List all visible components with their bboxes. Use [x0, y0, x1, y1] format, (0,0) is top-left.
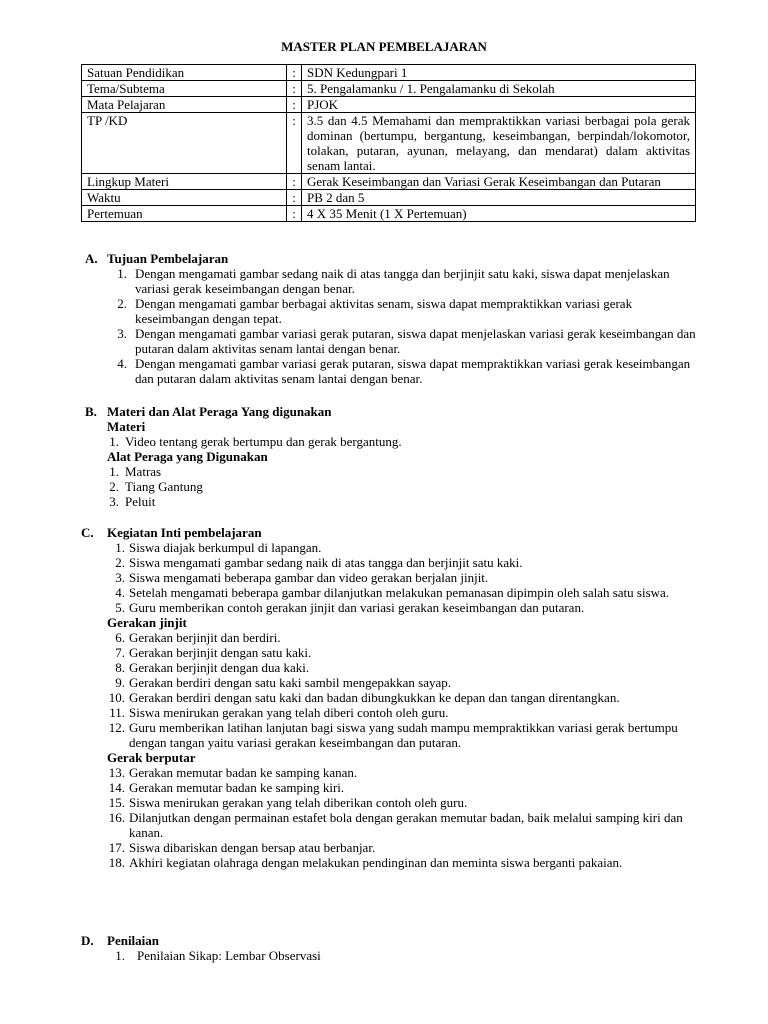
- penilaian-list: [81, 948, 693, 963]
- list-item-number: 15.: [108, 795, 125, 810]
- info-row: [82, 113, 696, 174]
- info-separator: :: [287, 190, 302, 206]
- list-item: [105, 540, 691, 555]
- list-item-number: 3.: [115, 570, 125, 585]
- list-item: [107, 296, 697, 326]
- section-c-heading: [81, 525, 691, 540]
- list-item: [107, 356, 697, 386]
- list-item: [105, 585, 691, 600]
- section-b-heading: [85, 404, 697, 419]
- section-tujuan-pembelajaran: [85, 251, 697, 386]
- info-value: PB 2 dan 5: [302, 190, 696, 206]
- list-item-number: 3.: [109, 494, 119, 509]
- info-value: Gerak Keseimbangan dan Variasi Gerak Keseimbangan dan Putaran: [302, 174, 696, 190]
- kegiatan-list-part-1: [81, 540, 691, 615]
- list-item-text: Gerakan berdiri dengan satu kaki sambil mengepakkan sayap.: [129, 675, 451, 690]
- info-row: [82, 206, 696, 222]
- list-item: [103, 479, 697, 494]
- list-item-number: 4.: [115, 585, 125, 600]
- section-kegiatan-inti: [81, 525, 691, 870]
- list-item: [111, 948, 693, 963]
- info-row: [82, 174, 696, 190]
- list-item: [105, 660, 691, 675]
- list-item: [105, 780, 691, 795]
- list-item-text: Video tentang gerak bertumpu dan gerak bergantung.: [125, 434, 402, 449]
- list-item-number: 8.: [115, 660, 125, 675]
- section-d-letter: D.: [81, 933, 94, 948]
- list-item: [105, 675, 691, 690]
- list-item-text: Siswa mengamati gambar sedang naik di atas tangga dan berjinjit satu kaki.: [129, 555, 523, 570]
- info-value: SDN Kedungpari 1: [302, 65, 696, 81]
- list-item-number: 1.: [109, 434, 119, 449]
- list-item: [103, 434, 697, 449]
- gerak-berputar-subheading: Gerak berputar: [107, 750, 196, 765]
- list-item-number: 6.: [115, 630, 125, 645]
- list-item-text: Guru memberikan latihan lanjutan bagi siswa yang sudah mampu mempraktikkan variasi gerak bertumpu dengan tangan yaitu variasi gerakan keseimbangan dan putaran.: [129, 720, 678, 750]
- section-d-title: Penilaian: [107, 933, 160, 948]
- list-item-text: Siswa menirukan gerakan yang telah diberi contoh oleh guru.: [129, 705, 449, 720]
- section-a-letter: A.: [85, 251, 98, 266]
- section-materi-alat-peraga: [85, 404, 697, 509]
- info-table: [81, 64, 696, 222]
- section-c-letter: C.: [81, 525, 94, 540]
- list-item-number: 7.: [115, 645, 125, 660]
- list-item-text: Tiang Gantung: [125, 479, 203, 494]
- list-item-number: 4.: [117, 356, 127, 371]
- list-item-number: 12.: [108, 720, 125, 735]
- list-item-number: 10.: [108, 690, 125, 705]
- kegiatan-list-part-2: [81, 630, 691, 750]
- list-item-number: 3.: [117, 326, 127, 341]
- list-item-number: 2.: [109, 479, 119, 494]
- list-item: [107, 326, 697, 356]
- list-item: [107, 266, 697, 296]
- list-item-text: Guru memberikan contoh gerakan jinjit dan variasi gerakan keseimbangan dan putaran.: [129, 600, 585, 615]
- materi-subheading: Materi: [107, 419, 146, 434]
- list-item: [105, 555, 691, 570]
- info-value: 5. Pengalamanku / 1. Pengalamanku di Sekolah: [302, 81, 696, 97]
- tujuan-list: [85, 266, 697, 386]
- list-item: [105, 810, 691, 840]
- list-item-text: Setelah mengamati beberapa gambar dilanjutkan melakukan pemanasan dipimpin oleh salah satu siswa.: [129, 585, 670, 600]
- info-label: Mata Pelajaran: [82, 97, 287, 113]
- list-item-number: 11.: [109, 705, 125, 720]
- info-row: [82, 65, 696, 81]
- page-title: MASTER PLAN PEMBELAJARAN: [281, 39, 487, 54]
- list-item-text: Akhiri kegiatan olahraga dengan melakukan pendinginan dan meminta siswa berganti pakaian.: [129, 855, 623, 870]
- list-item: [105, 795, 691, 810]
- materi-list: [85, 434, 697, 449]
- info-separator: :: [287, 81, 302, 97]
- list-item: [105, 645, 691, 660]
- list-item-text: Gerakan berjinjit dengan dua kaki.: [129, 660, 310, 675]
- list-item: [105, 705, 691, 720]
- alat-peraga-list: [85, 464, 697, 509]
- info-value: 3.5 dan 4.5 Memahami dan mempraktikkan variasi berbagai pola gerak dominan (bertumpu, bergantung, keseimbangan, berpindah/lokomotor, tolakan, putaran, ayunan, melayang, dan mendarat) dalam aktivitas senam lantai.: [302, 113, 696, 174]
- gerakan-jinjit-subheading: Gerakan jinjit: [107, 615, 187, 630]
- list-item-text: Penilaian Sikap: Lembar Observasi: [137, 948, 321, 963]
- list-item-text: Dengan mengamati gambar variasi gerak putaran, siswa dapat menjelaskan variasi gerak keseimbangan dan putaran dalam aktivitas senam lantai dengan benar.: [135, 326, 696, 356]
- section-c-title: Kegiatan Inti pembelajaran: [107, 525, 262, 540]
- list-item-number: 1.: [115, 948, 125, 963]
- list-item: [105, 840, 691, 855]
- list-item-text: Siswa menirukan gerakan yang telah diberikan contoh oleh guru.: [129, 795, 468, 810]
- info-separator: :: [287, 65, 302, 81]
- info-table-body: [82, 65, 696, 222]
- info-separator: :: [287, 113, 302, 174]
- list-item-text: Peluit: [125, 494, 156, 509]
- list-item-text: Siswa mengamati beberapa gambar dan video gerakan berjalan jinjit.: [129, 570, 489, 585]
- list-item-text: Gerakan berdiri dengan satu kaki dan badan dibungkukkan ke depan dan tangan direntangkan.: [129, 690, 620, 705]
- info-label: Tema/Subtema: [82, 81, 287, 97]
- list-item-number: 17.: [108, 840, 125, 855]
- info-label: Pertemuan: [82, 206, 287, 222]
- info-separator: :: [287, 206, 302, 222]
- list-item: [105, 765, 691, 780]
- info-row: [82, 81, 696, 97]
- info-label: TP /KD: [82, 113, 287, 174]
- kegiatan-list-part-3: [81, 765, 691, 870]
- list-item-number: 5.: [115, 600, 125, 615]
- section-a-heading: [85, 251, 697, 266]
- list-item: [105, 690, 691, 705]
- list-item-number: 1.: [109, 464, 119, 479]
- list-item: [105, 600, 691, 615]
- info-value: PJOK: [302, 97, 696, 113]
- info-row: [82, 97, 696, 113]
- list-item-number: 13.: [108, 765, 125, 780]
- list-item-text: Dengan mengamati gambar berbagai aktivitas senam, siswa dapat mempraktikkan variasi gerak keseimbangan dengan tepat.: [135, 296, 633, 326]
- list-item: [105, 630, 691, 645]
- section-a-title: Tujuan Pembelajaran: [107, 251, 229, 266]
- list-item-number: 1.: [115, 540, 125, 555]
- list-item-text: Siswa dibariskan dengan bersap atau berbanjar.: [129, 840, 376, 855]
- list-item-number: 9.: [115, 675, 125, 690]
- list-item: [105, 720, 691, 750]
- list-item-number: 18.: [108, 855, 125, 870]
- info-separator: :: [287, 97, 302, 113]
- alat-peraga-subheading: Alat Peraga yang Digunakan: [107, 449, 268, 464]
- info-label: Waktu: [82, 190, 287, 206]
- list-item-number: 16.: [108, 810, 125, 825]
- info-label: Lingkup Materi: [82, 174, 287, 190]
- list-item: [103, 494, 697, 509]
- section-d-heading: [81, 933, 693, 948]
- list-item-number: 2.: [117, 296, 127, 311]
- list-item-text: Gerakan memutar badan ke samping kiri.: [129, 780, 345, 795]
- list-item-text: Gerakan berjinjit dengan satu kaki.: [129, 645, 312, 660]
- list-item-text: Dengan mengamati gambar variasi gerak putaran, siswa dapat mempraktikkan variasi gerak keseimbangan dan putaran dalam aktivitas senam lantai dengan benar.: [135, 356, 691, 386]
- list-item-text: Dilanjutkan dengan permainan estafet bola dengan gerakan memutar badan, baik melalui samping kiri dan kanan.: [129, 810, 683, 840]
- info-label: Satuan Pendidikan: [82, 65, 287, 81]
- list-item: [103, 464, 697, 479]
- list-item: [105, 855, 691, 870]
- list-item-text: Dengan mengamati gambar sedang naik di atas tangga dan berjinjit satu kaki, siswa dapat menjelaskan variasi gerak keseimbangan dengan benar.: [135, 266, 670, 296]
- list-item-text: Matras: [125, 464, 162, 479]
- info-row: [82, 190, 696, 206]
- list-item-number: 2.: [115, 555, 125, 570]
- section-b-letter: B.: [85, 404, 97, 419]
- info-separator: :: [287, 174, 302, 190]
- info-value: 4 X 35 Menit (1 X Pertemuan): [302, 206, 696, 222]
- list-item-text: Siswa diajak berkumpul di lapangan.: [129, 540, 322, 555]
- list-item-number: 14.: [108, 780, 125, 795]
- section-penilaian: [81, 933, 693, 963]
- list-item: [105, 570, 691, 585]
- list-item-text: Gerakan berjinjit dan berdiri.: [129, 630, 281, 645]
- list-item-text: Gerakan memutar badan ke samping kanan.: [129, 765, 358, 780]
- list-item-number: 1.: [117, 266, 127, 281]
- section-b-title: Materi dan Alat Peraga Yang digunakan: [107, 404, 332, 419]
